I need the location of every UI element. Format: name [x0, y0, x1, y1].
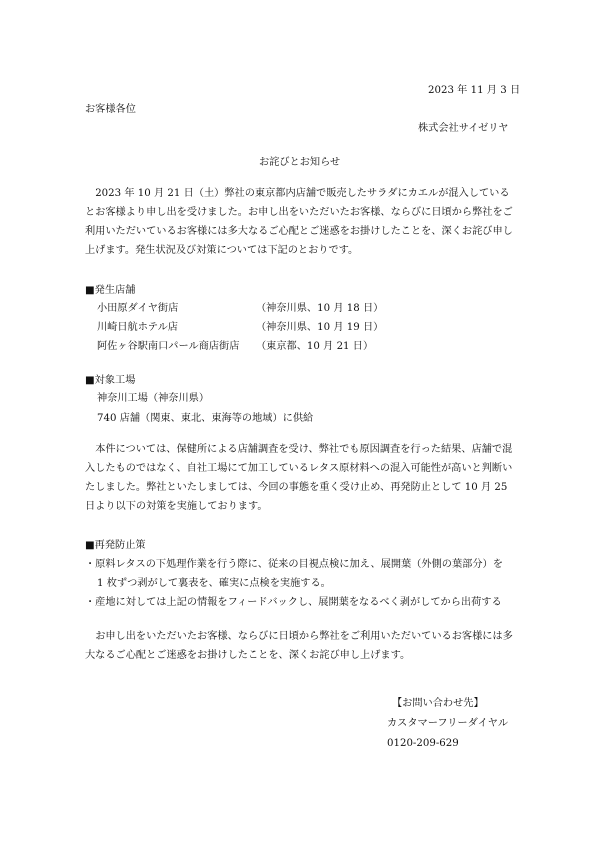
measures-heading: ■再発防止策: [85, 540, 146, 551]
measure-item-1-line-1: ・原料レタスの下処理作業を行う際に、従来の目視点検に加え、展開葉（外側の葉部分）を: [85, 559, 503, 570]
store-name: 阿佐ヶ谷駅南口パール商店街店: [97, 341, 240, 352]
addressee: お客様各位: [85, 104, 136, 115]
contact-heading: 【お問い合わせ先】: [392, 698, 484, 709]
store-name: 川崎日航ホテル店: [97, 322, 178, 333]
contact-phone: 0120-209-629: [387, 738, 459, 749]
intro-text: 2023 年 10 月 21 日（土）弊社の東京都内店舗で販売したサラダにカエルが混入しているとお客様より申し出を受けました。お申し出をいただいたお客様、ならびに日頃から弊社をご利用いただいているお客様には多大なるご心配とご迷惑をお掛けしたことを、深くお詫び申し上げます。発生状況及び対策については下記のとおりです。: [85, 188, 513, 256]
measure-item-1-line-2: 1 枚ずつ剥がして裏表を、確実に点検を実施する。: [97, 578, 331, 589]
document-title: お詫びとお知らせ: [259, 157, 341, 168]
closing-text: お申し出をいただいたお客様、ならびに日頃から弊社をご利用いただいているお客様には多大なるご心配とご迷惑をお掛けしたことを、深くお詫び申し上げます。: [85, 631, 513, 661]
closing-paragraph: [85, 627, 515, 665]
contact-label: カスタマーフリーダイヤル: [387, 718, 509, 729]
store-detail: （東京都、10 月 21 日）: [256, 341, 374, 352]
company-name: 株式会社サイゼリヤ: [418, 123, 509, 134]
document-date: 2023 年 11 月 3 日: [428, 85, 521, 96]
store-name: 小田原ダイヤ街店: [97, 303, 179, 314]
store-detail: （神奈川県、10 月 19 日）: [256, 322, 384, 333]
factory-supply: 740 店舗（関東、東北、東海等の地域）に供給: [97, 413, 314, 424]
store-detail: （神奈川県、10 月 18 日）: [256, 303, 384, 314]
intro-paragraph: [85, 184, 515, 260]
measure-item-2: ・産地に対しては上記の情報をフィードバックし、展開葉をなるべく剥がしてから出荷する: [85, 597, 502, 608]
investigation-text: 本件については、保健所による店舗調査を受け、弊社でも原因調査を行った結果、店舗で混入したものではなく、自社工場にて加工しているレタス原材料への混入可能性が高いと判断いたしました。弊社といたしましては、今回の事態を重く受け止め、再発防止として 10 月 25 日より以下の対策を実施しております。: [85, 444, 513, 512]
factory-name: 神奈川工場（神奈川県）: [97, 393, 210, 404]
stores-heading: ■発生店舗: [85, 285, 136, 296]
investigation-paragraph: [85, 440, 515, 516]
factory-heading: ■対象工場: [85, 375, 136, 386]
